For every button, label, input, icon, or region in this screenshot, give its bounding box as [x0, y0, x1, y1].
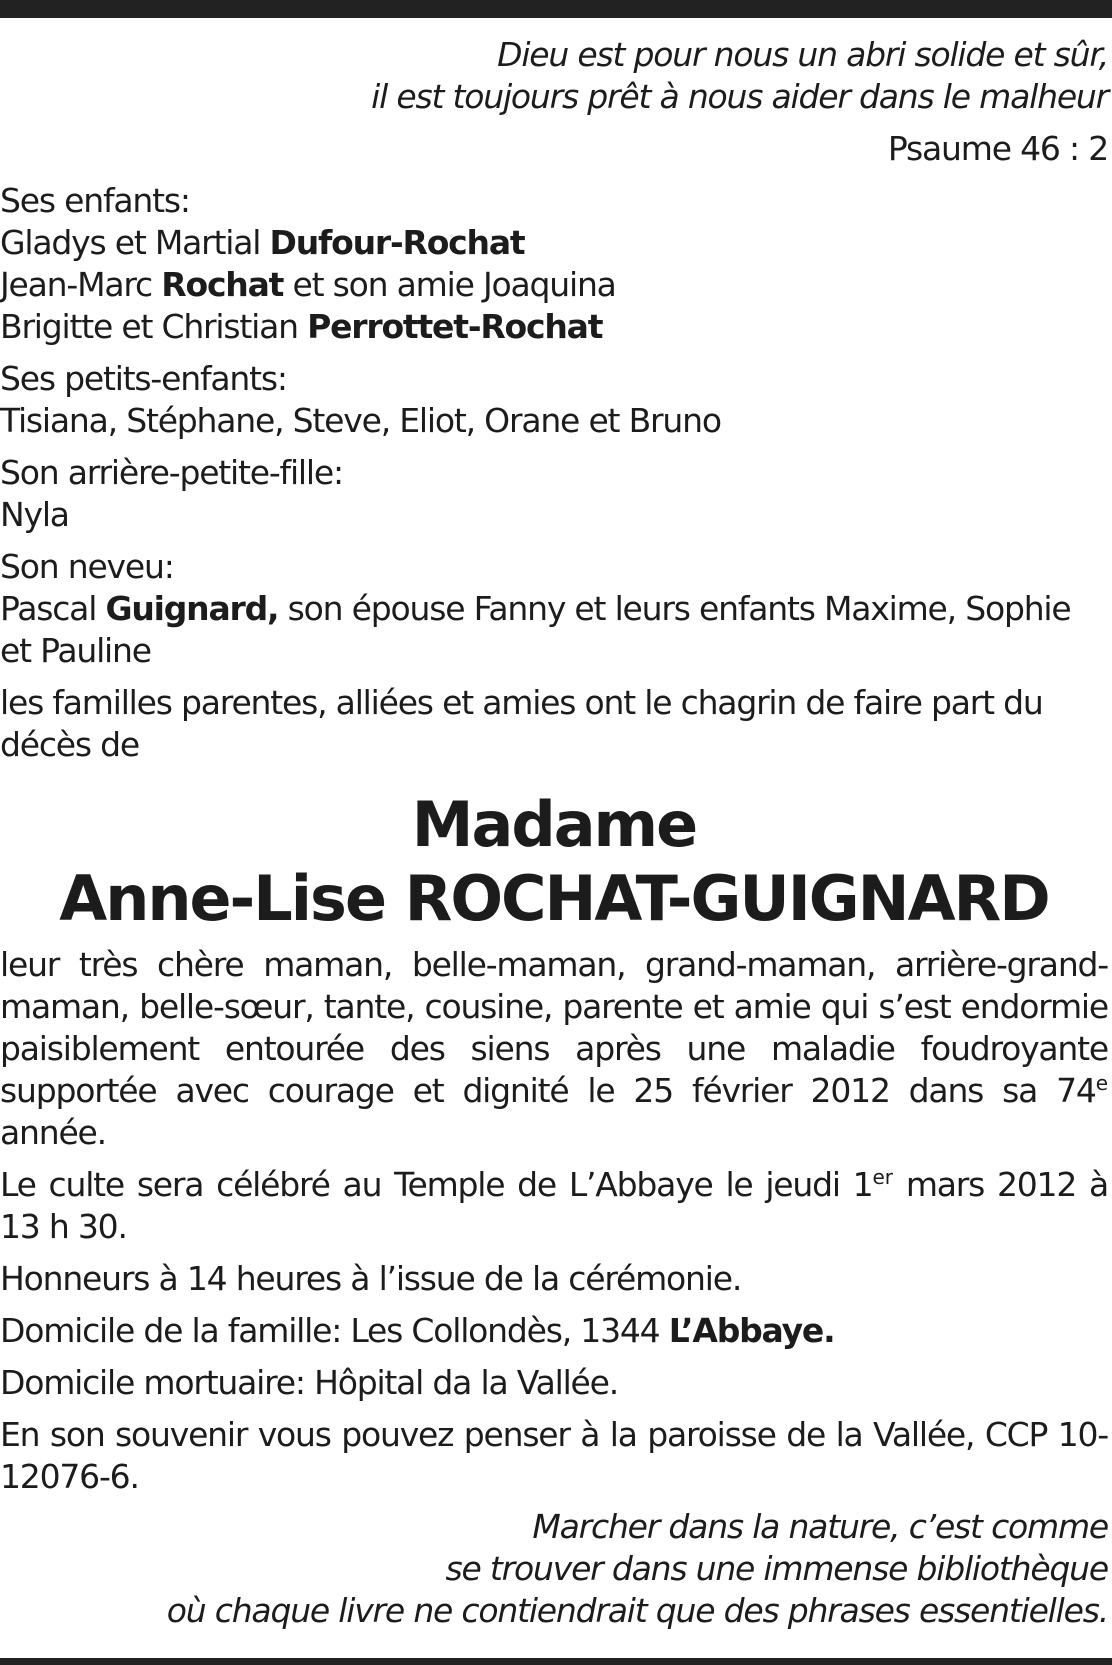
entry-suffix: son épouse Fanny et leurs enfants Maxime, Sophie [278, 589, 1071, 628]
ordinal-suffix: e [1095, 1071, 1108, 1095]
family-entry [0, 222, 1108, 264]
given-names: Pascal [0, 589, 106, 628]
deceased-full-name: Anne-Lise ROCHAT-GUIGNARD [59, 862, 1049, 935]
psalm-reference: Psaume 46 : 2 [887, 129, 1108, 168]
family-entry [0, 264, 1108, 306]
names-list: Nyla [0, 495, 69, 534]
given-names: Brigitte et Christian [0, 307, 308, 346]
family-entry-continuation: et Pauline [0, 631, 151, 670]
family-entry [0, 588, 1108, 630]
section-label: Ses enfants: [0, 181, 190, 220]
tribute-text-end: année. [0, 1113, 106, 1152]
service-paragraph [0, 1164, 1108, 1248]
closing-quote [0, 1506, 1108, 1632]
announcement-line: les familles parentes, alliées et amies ont le chagrin de faire part du [0, 683, 1043, 722]
service-text: Le culte sera célébré au Temple de L’Abbaye le jeudi 1 [0, 1165, 873, 1204]
family-home-paragraph [0, 1310, 1108, 1352]
given-names: Jean-Marc [0, 265, 162, 304]
deceased-title: Madame [411, 788, 697, 861]
great-granddaughter-section [0, 452, 1108, 536]
children-section [0, 180, 1108, 348]
mortuary-paragraph: Domicile mortuaire: Hôpital da la Vallée. [0, 1363, 619, 1402]
family-entry [0, 306, 1108, 348]
surname: Guignard, [105, 589, 279, 628]
service-text-end: mars 2012 à 13 h 30. [0, 1165, 1108, 1246]
entry-suffix: et son amie Joaquina [283, 265, 616, 304]
closing-quote-line: Marcher dans la nature, c’est comme [532, 1507, 1108, 1546]
epigraph-quote [0, 34, 1108, 118]
top-border-rule [0, 0, 1112, 18]
tribute-text: leur très chère maman, belle-maman, grand-maman, arrière-grand-maman, belle-sœur, tante, cousine, parente et amie qui s’est endormie paisiblement entourée des siens après une maladie foudroyante supportée avec courage et dignité le 25 février 2012 dans sa 74 [0, 945, 1108, 1110]
given-names: Gladys et Martial [0, 223, 270, 262]
memorial-paragraph: En son souvenir vous pouvez penser à la paroisse de la Vallée, CCP 10-12076-6. [0, 1415, 1108, 1496]
closing-quote-line: où chaque livre ne contiendrait que des phrases essentielles. [166, 1591, 1108, 1630]
names-list: Tisiana, Stéphane, Steve, Eliot, Orane et Bruno [0, 401, 721, 440]
grandchildren-section [0, 358, 1108, 442]
bottom-border-rule [0, 1658, 1112, 1665]
surname: Dufour-Rochat [269, 223, 525, 262]
ordinal-suffix: er [872, 1165, 893, 1189]
announcement [0, 682, 1108, 766]
tribute-paragraph [0, 944, 1108, 1154]
honors-paragraph: Honneurs à 14 heures à l’issue de la cérémonie. [0, 1259, 742, 1298]
obituary-notice [0, 34, 1108, 1632]
surname: Rochat [161, 265, 284, 304]
surname: Perrottet-Rochat [307, 307, 603, 346]
nephew-section [0, 546, 1108, 672]
epigraph-line: il est toujours prêt à nous aider dans le malheur [371, 77, 1108, 116]
epigraph-line: Dieu est pour nous un abri solide et sûr, [497, 35, 1108, 74]
section-label: Ses petits-enfants: [0, 359, 287, 398]
family-home-text: Domicile de la famille: Les Collondès, 1344 [0, 1311, 669, 1350]
announcement-line: décès de [0, 725, 140, 764]
deceased-name-heading [0, 788, 1108, 936]
section-label: Son arrière-petite-fille: [0, 453, 343, 492]
closing-quote-line: se trouver dans une immense bibliothèque [445, 1549, 1108, 1588]
section-label: Son neveu: [0, 547, 174, 586]
family-home-place: L’Abbaye. [668, 1311, 835, 1350]
